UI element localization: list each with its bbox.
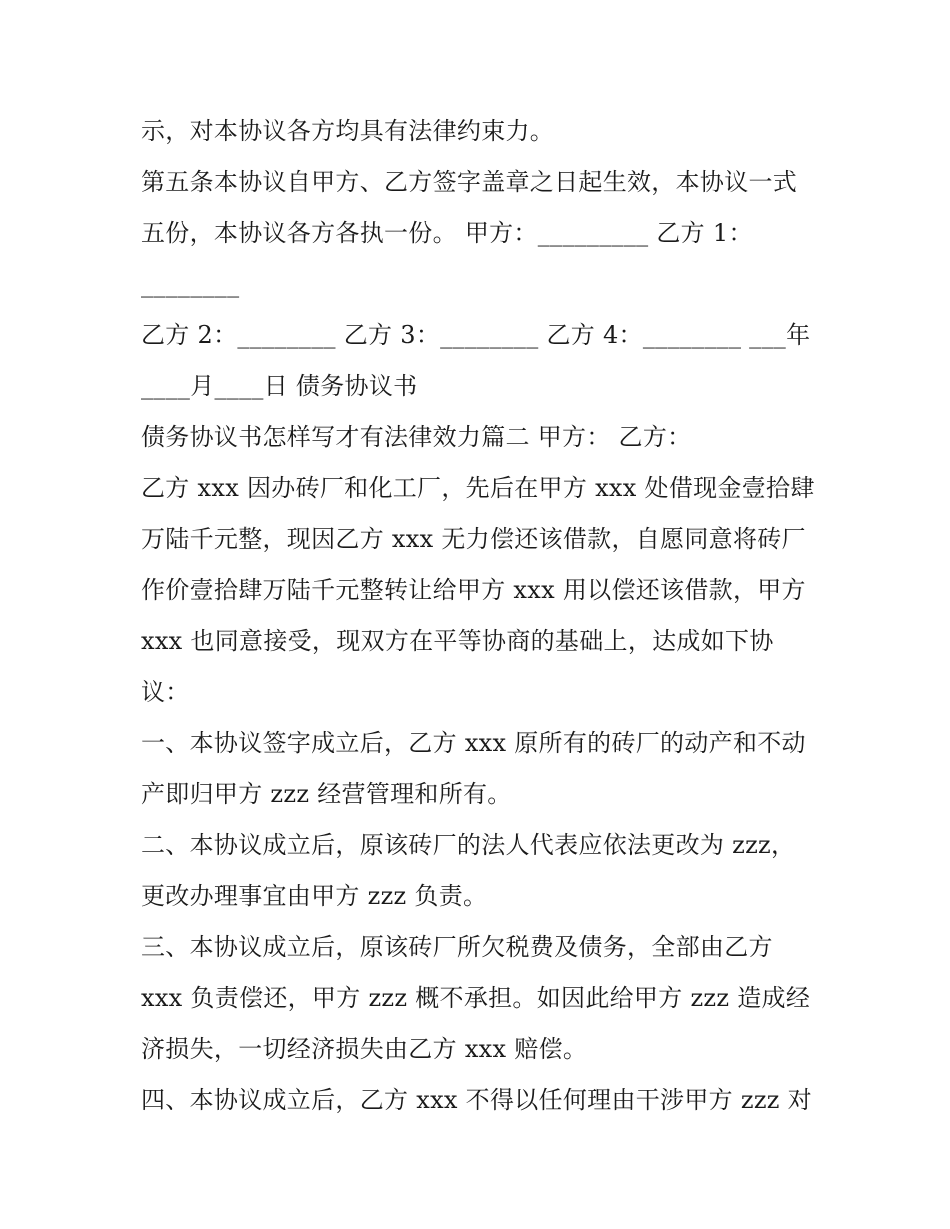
- text-line-11: xxx 也同意接受，现双方在平等协商的基础上，达成如下协: [141, 627, 774, 655]
- text-line-9: 万陆千元整，现因乙方 xxx 无力偿还该借款，自愿同意将砖厂: [141, 525, 806, 553]
- text-line-10: 作价壹拾肆万陆千元整转让给甲方 xxx 用以偿还该借款，甲方: [141, 576, 806, 604]
- text-line-17: 三、本协议成立后，原该砖厂所欠税费及债务，全部由乙方: [141, 933, 773, 961]
- text-line-6: ____月____日 债务协议书: [141, 372, 418, 400]
- text-line-12: 议：: [141, 678, 190, 706]
- text-line-7: 债务协议书怎样写才有法律效力篇二 甲方： 乙方：: [141, 423, 692, 451]
- text-line-5: 乙方 2：________ 乙方 3：________ 乙方 4：________ ___年: [141, 321, 811, 349]
- text-line-19: 济损失，一切经济损失由乙方 xxx 赔偿。: [141, 1035, 588, 1063]
- text-line-15: 二、本协议成立后，原该砖厂的法人代表应依法更改为 zzz，: [141, 831, 796, 859]
- text-line-2: 第五条本协议自甲方、乙方签字盖章之日起生效，本协议一式: [141, 168, 798, 196]
- text-line-18: xxx 负责偿还，甲方 zzz 概不承担。如因此给甲方 zzz 造成经: [141, 984, 811, 1012]
- document-body: [141, 106, 821, 1126]
- text-line-20: 四、本协议成立后，乙方 xxx 不得以任何理由干涉甲方 zzz 对: [141, 1086, 812, 1114]
- text-line-14: 产即归甲方 zzz 经营管理和所有。: [141, 780, 512, 808]
- text-line-8: 乙方 xxx 因办砖厂和化工厂，先后在甲方 xxx 处借现金壹拾肆: [141, 474, 815, 502]
- text-line-16: 更改办理事宜由甲方 zzz 负责。: [141, 882, 488, 910]
- text-line-1: 示，对本协议各方均具有法律约束力。: [141, 117, 555, 145]
- text-line-4: ________: [141, 270, 240, 298]
- text-line-3: 五份，本协议各方各执一份。 甲方：_________ 乙方 1：: [141, 219, 753, 247]
- text-line-13: 一、本协议签字成立后，乙方 xxx 原所有的砖厂的动产和不动: [141, 729, 806, 757]
